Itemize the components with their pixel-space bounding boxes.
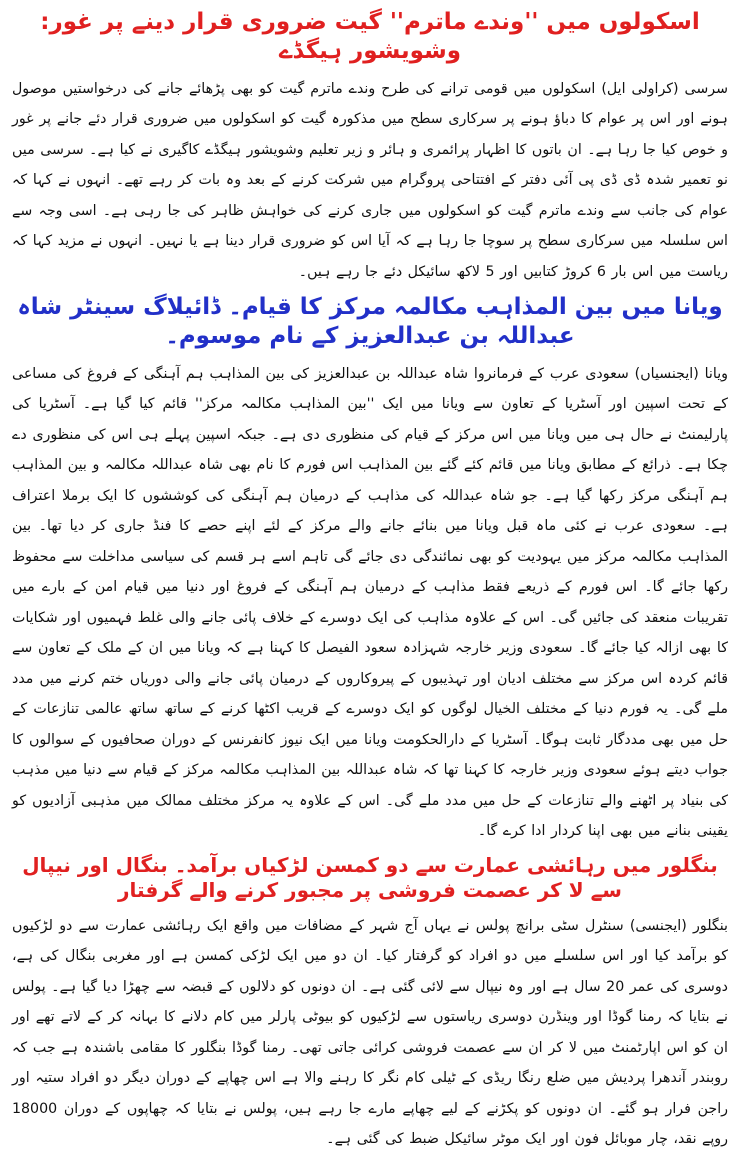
body-vande-mataram: سرسی (کراولی ایل) اسکولوں میں قومی ترانے کی طرح وندے ماترم گیت کو بھی پڑھائے جانے کی درخواستیں موصول ہونے اور اس پر عوام کا دباؤ ہونے پر سرکاری سطح میں مذکورہ گیت کو اسکولوں میں ضروری قرار دئے جانے پر غور و خوص کیا جا رہا ہے۔ ان باتوں کا اظہار پرائمری و ہائر و زیر تعلیم وشویشور ہیگڈے کاگیری نے کیا ہے۔ سرسی میں نو تعمیر شدہ ڈی ڈی پی آئی دفتر کے افتتاحی پروگرام میں شرکت کرنے کے بعد وہ بات کر رہے تھے۔ انہوں نے کہا کہ عوام کی جانب سے وندے ماترم گیت کو اسکولوں میں جاری کرنے کی خواہش ظاہر کی جا رہی ہے۔ اسی وجہ سے اس سلسلہ میں سرکاری سطح پر سوچا جا رہا ہے کہ آیا اس کو ضروری قرار دینا ہے یا نہیں۔ انہوں نے مزید کہا کہ ریاست میں اس بار 6 کروڑ کتابیں اور 5 لاکھ سائیکل دئے جا رہے ہیں۔ [12,80,728,280]
headline-vienna-dialogue-center: ویانا میں بین المذاہب مکالمہ مرکز کا قیام۔ ڈائیلاگ سینٹر شاہ عبداللہ بن عبدالعزیز کے نام موسوم۔ [17,294,723,349]
article-vienna-dialogue-center [12,287,728,847]
headline-bangalore-rescue: بنگلور میں رہائشی عمارت سے دو کمسن لڑکیاں برآمد۔ بنگال اور نیپال سے لا کر عصمت فروشی پر مجبور کرنے والے گرفتار [22,852,718,902]
headline-vande-mataram: اسکولوں میں ''وندے ماترم'' گیت ضروری قرار دینے پر غور: وشویشور ہیگڈے [40,9,700,64]
body-vienna-dialogue-center: ویانا (ایجنسیاں) سعودی عرب کے فرمانروا شاہ عبداللہ بن عبدالعزیز کی بین المذاہب ہم آہنگی کے فروغ کی مساعی کے تحت اسپین اور آسٹریا کے تعاون سے ویانا میں ایک ''بین المذاہب مکالمہ مرکز'' قائم کیا گیا ہے۔ آسٹریا کی پارلیمنٹ نے حال ہی میں ویانا میں اس مرکز کے قیام کی منظوری دی ہے۔ جبکہ اسپین پہلے ہی اس کی منظوری دے چکا ہے۔ ذرائع کے مطابق ویانا میں قائم کئے گئے بین المذاہب اس فورم کا نام بھی شاہ عبداللہ مکالمہ و بین المذاہب ہم آہنگی مرکز رکھا گیا ہے۔ جو شاہ عبداللہ کی مذاہب کے درمیان ہم آہنگی کی کوششوں کا ایک برملا اعتراف ہے۔ سعودی عرب نے کئی ماہ قبل ویانا میں بنائے جانے والے مرکز کے لئے اپنے حصے کا فنڈ جاری کر دیا تھا۔ بین المذاہب مکالمہ مرکز میں یہودیت کو بھی نمائندگی دی جائے گی تاہم اسے ہر قسم کی سیاسی مداخلت سے محفوظ رکھا جائے گا۔ اس فورم کے ذریعے فقط مذاہب کے درمیان ہم آہنگی کے فروغ اور دنیا میں قیام امن کے بارے میں تقریبات منعقد کی جائیں گی۔ اس کے علاوہ مذاہب کی ایک دوسرے کے خلاف پائی جانے والی غلط فہمیوں اور شکایات کا بھی ازالہ کیا جائے گا۔ سعودی وزیر خارجہ شہزادہ سعود الفیصل کا کہنا ہے کہ ویانا میں ان کے ملک کے تعاون سے قائم کردہ اس مرکز سے مختلف ادیان اور تہذیبوں کے پیروکاروں کے درمیان پائی جانے والی دوریاں ختم کرنے میں مدد ملے گی۔ یہ فورم دنیا کے مختلف الخیال لوگوں کو ایک دوسرے کے قریب اکٹھا کرنے کے ساتھ ساتھ عالمی تنازعات کے حل میں بھی مددگار ثابت ہوگا۔ آسٹریا کے دارالحکومت ویانا میں ایک نیوز کانفرنس کے دوران صحافیوں کے سوالوں کا جواب دیتے ہوئے سعودی وزیر خارجہ کا کہنا تھا کہ شاہ عبداللہ بین المذاہب مکالمہ مرکز کے قیام سے دنیا میں مذہب کی بنیاد پر اٹھنے والے تنازعات کے حل میں مدد ملے گی۔ اس کے علاوہ یہ مرکز مختلف ممالک میں مذہبی آزادیوں کو یقینی بنانے میں بھی اپنا کردار ادا کرے گا۔ [12,365,729,839]
article-vande-mataram [12,6,728,287]
article-bangalore-rescue [12,847,728,1155]
body-bangalore-rescue: بنگلور (ایجنسی) سنٹرل سٹی برانچ پولس نے یہاں آج شہر کے مضافات میں واقع ایک رہائشی عمارت سے دو لڑکیوں کو برآمد کیا اور اس سلسلے میں دو افراد کو گرفتار کیا۔ ان دو میں ایک لڑکی کمسن ہے اور مغربی بنگال کی ہے، دوسری کی عمر 20 سال ہے اور وہ نیپال سے لائی گئی ہے۔ ان دونوں کو دلالوں کے قبضہ سے چھڑا دیا گیا ہے۔ پولس نے بتایا کہ رمنا گوڈا اور وینڈرن دوسری ریاستوں سے لڑکیوں کو بیوٹی پارلر میں کام دلانے کا بہانہ کر کے لاتے تھے اور ان کو اس اپارٹمنٹ میں لا کر ان سے عصمت فروشی کرائی جاتی تھی۔ رمنا گوڈا بنگلور کا مقامی باشندہ ہے جب کہ روبندر آندھرا پردیش میں ضلع رنگا ریڈی کے ٹیلی کام نگر کا رہنے والا ہے اس چھاپے کے دوران دیگر دو افراد ستیہ اور راجن فرار ہو گئے۔ ان دونوں کو پکڑنے کے لیے چھاپے مارے جا رہے ہیں، پولس نے بتایا کہ چھاپوں کے دوران 18000 روپے نقد، چار موبائل فون اور ایک موٹر سائیکل ضبط کی گئی ہے۔ [12,917,728,1147]
